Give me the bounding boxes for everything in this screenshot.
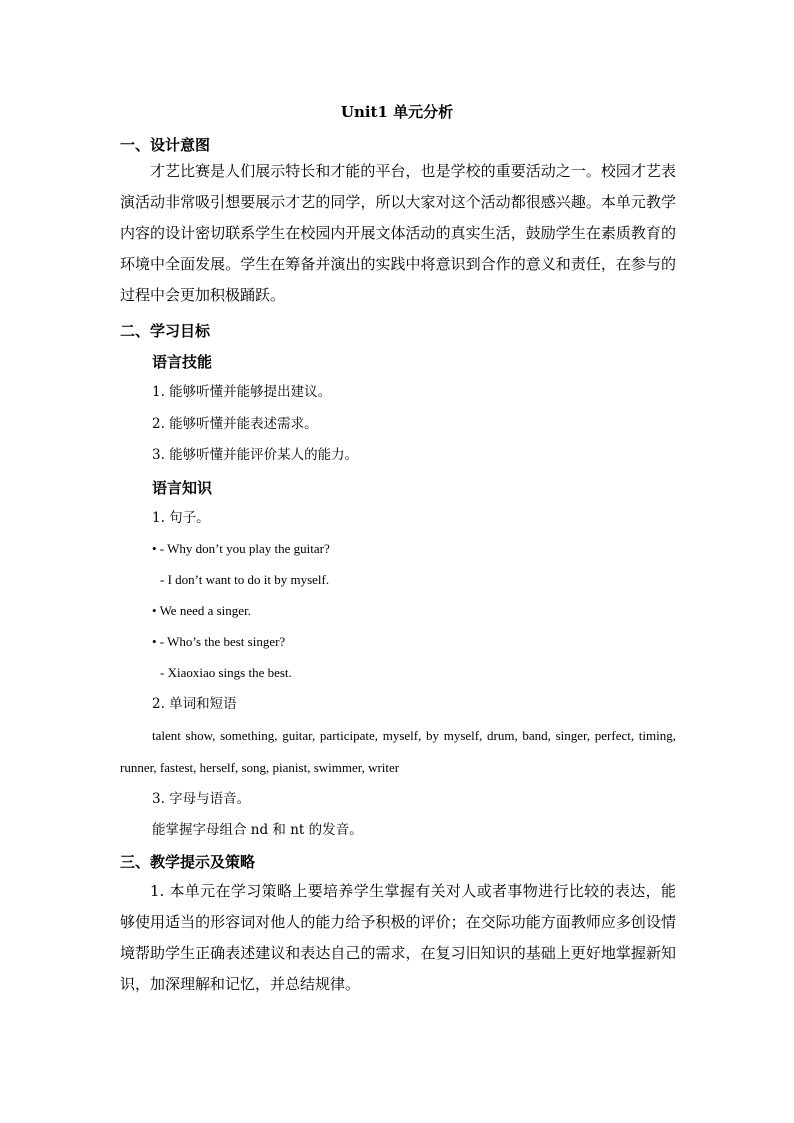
sentence-line-1: • - Why don’t you play the guitar?: [152, 541, 330, 556]
word-list: [120, 720, 676, 784]
section-heading-design-intent: 一、设计意图: [120, 136, 211, 154]
teaching-tips-text: 1. 本单元在学习策略上要培养学生掌握有关对人或者事物进行比较的表达，能够使用适当的形容词对他人的能力给予积极的评价；在交际功能方面教师应多创设情境帮助学生正确表述建议和表达自己的需求，在复习旧知识的基础上更好地掌握新知识，加深理解和记忆，并总结规律。: [120, 882, 676, 993]
words-label: 2. 单词和短语: [152, 696, 237, 712]
teaching-tips-paragraph: [120, 876, 676, 1000]
section-heading-learning-goals: 二、学习目标: [120, 322, 211, 340]
sentence-line-2: - I don’t want to do it by myself.: [160, 572, 330, 587]
sentence-line-3: • We need a singer.: [152, 603, 251, 618]
section-heading-teaching-tips: 三、教学提示及策略: [120, 853, 256, 871]
skill-item-3: 3. 能够听懂并能评价某人的能力。: [152, 447, 359, 463]
subheading-language-knowledge: 语言知识: [152, 479, 213, 497]
sentences-label: 1. 句子。: [152, 510, 210, 526]
design-intent-paragraph: [120, 156, 676, 311]
sentence-line-4: • - Who’s the best singer?: [152, 634, 286, 649]
skill-item-2: 2. 能够听懂并能表述需求。: [152, 416, 318, 432]
phonics-text: 能掌握字母组合 nd 和 nt 的发音。: [152, 822, 363, 838]
design-intent-text: 才艺比赛是人们展示特长和才能的平台，也是学校的重要活动之一。校园才艺表演活动非常吸引想要展示才艺的同学，所以大家对这个活动都很感兴趣。本单元教学内容的设计密切联系学生在校园内开展文体活动的真实生活，鼓励学生在素质教育的环境中全面发展。学生在筹备并演出的实践中将意识到合作的意义和责任，在参与的过程中会更加积极踊跃。: [120, 162, 676, 304]
subheading-language-skills: 语言技能: [152, 353, 213, 371]
phonics-label: 3. 字母与语音。: [152, 791, 251, 807]
skill-item-1: 1. 能够听懂并能够提出建议。: [152, 384, 332, 400]
document-title: Unit1 单元分析: [340, 103, 454, 121]
word-list-text: talent show, something, guitar, participate, myself, by myself, drum, band, singer, perfect, timing, runner, fastest, herself, song, pianist, swimmer, writer: [120, 728, 676, 775]
sentence-line-5: - Xiaoxiao sings the best.: [160, 665, 292, 680]
